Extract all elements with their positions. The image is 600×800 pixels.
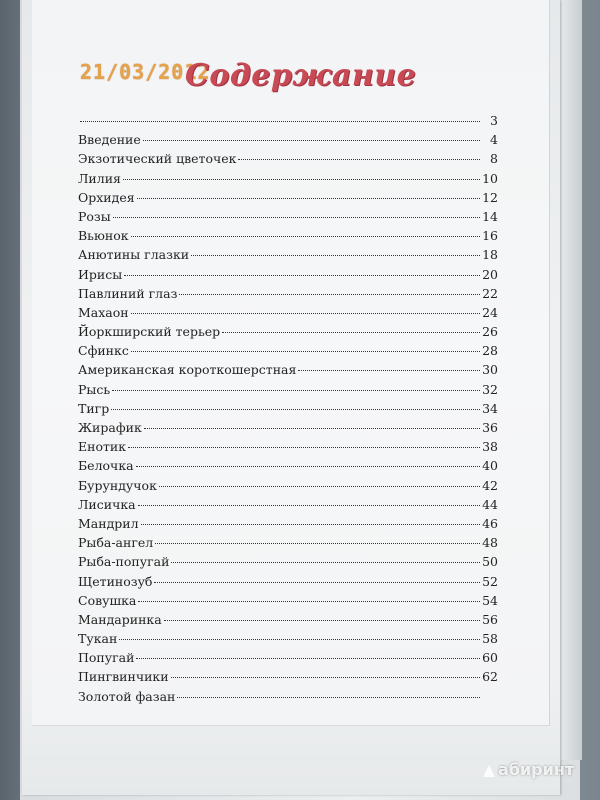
toc-entry-page: 44: [482, 496, 498, 512]
toc-leader-dots: [113, 216, 480, 218]
toc-entry-title: Жирафик: [78, 420, 142, 435]
toc-entry: [78, 667, 498, 686]
toc-entry-page: 26: [482, 324, 498, 340]
toc-entry-page: 4: [490, 132, 498, 148]
toc-entry-title: Рысь: [78, 381, 111, 397]
toc-leader-dots: [131, 312, 480, 314]
toc-entry: [78, 476, 498, 495]
toc-leader-dots: [138, 600, 480, 602]
toc-entry: [78, 169, 498, 188]
toc-entry-page: 48: [482, 535, 498, 551]
toc-entry-title: Вьюнок: [78, 228, 129, 244]
toc-entry-title: Бурундучок: [78, 477, 157, 493]
toc-entry: [78, 456, 498, 475]
toc-entry-title: Йоркширский терьер: [78, 324, 221, 340]
toc-leader-dots: [191, 254, 480, 256]
toc-leader-dots: [159, 485, 480, 487]
toc-entry: [78, 380, 498, 399]
toc-leader-dots: [131, 350, 480, 352]
toc-entry-title: Орхидея: [78, 189, 135, 205]
toc-entry: [78, 552, 498, 571]
toc-leader-dots: [123, 178, 480, 180]
toc-entry: [78, 226, 498, 245]
toc-entry: [78, 399, 498, 418]
toc-entry: [78, 533, 498, 552]
toc-entry: [78, 418, 498, 437]
toc-leader-dots: [155, 542, 480, 544]
toc-entry-title: Лисичка: [78, 496, 136, 512]
toc-leader-dots: [298, 369, 480, 371]
toc-entry-title: Тигр: [78, 400, 110, 416]
toc-entry-title: Белочка: [78, 458, 134, 474]
toc-entry: [78, 284, 498, 303]
toc-entry: [78, 265, 498, 284]
toc-leader-dots: [179, 293, 480, 295]
toc-entry-title: Анютины глазки: [78, 247, 190, 263]
toc-entry-page: 18: [482, 247, 498, 263]
toc-entry: [78, 149, 498, 168]
labirint-logo-icon: [482, 762, 496, 778]
toc-entry-page: 3: [490, 113, 498, 128]
toc-entry-page: 22: [482, 285, 498, 301]
watermark: [482, 760, 574, 779]
toc-leader-dots: [143, 139, 480, 141]
toc-entry-title: Золотой фазан: [78, 688, 176, 704]
toc-entry: [78, 130, 498, 149]
toc-entry-title: Экзотический цветочек: [78, 151, 237, 167]
toc-entry-page: 34: [482, 400, 498, 416]
table-of-contents: [78, 111, 498, 706]
toc-entry-page: 42: [482, 477, 498, 493]
date-stamp: 21/03/2012: [80, 60, 211, 84]
toc-entry-title: Мандаринка: [78, 611, 162, 627]
toc-entry-title: Американская короткошерстная: [78, 362, 297, 378]
page-edge: [560, 0, 582, 760]
toc-leader-dots: [154, 581, 480, 583]
toc-leader-dots: [80, 120, 480, 122]
toc-leader-dots: [144, 427, 480, 429]
toc-entry-title: Тукан: [78, 631, 118, 647]
toc-entry-title: Сфинкс: [78, 343, 129, 359]
toc-leader-dots: [136, 657, 480, 659]
toc-leader-dots: [141, 523, 480, 525]
toc-entry-page: 32: [482, 381, 498, 397]
toc-entry-title: Рыба-ангел: [78, 535, 154, 551]
toc-entry-page: 30: [482, 362, 498, 378]
toc-entry-title: Розы: [78, 208, 111, 224]
toc-entry-page: 8: [490, 151, 498, 167]
toc-entry-title: Введение: [78, 132, 141, 148]
toc-entry: [78, 111, 498, 130]
toc-leader-dots: [128, 446, 480, 448]
toc-entry: [78, 245, 498, 264]
toc-entry-title: Щетинозуб: [78, 573, 153, 589]
toc-entry-page: 38: [482, 439, 498, 455]
toc-entry-title: Лилия: [78, 170, 121, 186]
toc-entry: [78, 188, 498, 207]
toc-leader-dots: [238, 158, 480, 160]
toc-entry: [78, 495, 498, 514]
toc-entry-page: 56: [482, 611, 498, 627]
toc-entry: [78, 437, 498, 456]
toc-leader-dots: [112, 389, 480, 391]
toc-entry-page: 40: [482, 458, 498, 474]
watermark-text: абиринт: [498, 760, 575, 779]
toc-leader-dots: [119, 638, 480, 640]
toc-entry: [78, 629, 498, 648]
toc-leader-dots: [111, 408, 480, 410]
toc-entry: [78, 360, 498, 379]
toc-entry-page: 46: [482, 515, 498, 531]
toc-entry-page: 62: [482, 669, 498, 685]
toc-entry: [78, 572, 498, 591]
toc-leader-dots: [222, 331, 480, 333]
toc-entry-page: 20: [482, 266, 498, 282]
toc-leader-dots: [131, 235, 480, 237]
toc-entry-page: 12: [482, 189, 498, 205]
toc-entry-title: Рыба-попугай: [78, 554, 170, 570]
toc-entry: [78, 687, 498, 706]
toc-entry: [78, 341, 498, 360]
toc-entry-page: 54: [482, 592, 498, 608]
toc-entry-page: 58: [482, 631, 498, 647]
toc-entry: [78, 514, 498, 533]
toc-leader-dots: [164, 619, 480, 621]
toc-entry-title: Совушка: [78, 592, 137, 608]
toc-leader-dots: [138, 504, 480, 506]
toc-leader-dots: [124, 274, 480, 276]
toc-entry-title: Мандрил: [78, 515, 139, 531]
toc-entry-title: Попугай: [78, 650, 135, 666]
toc-entry-title: Павлиний глаз: [78, 285, 178, 301]
toc-entry-page: 52: [482, 573, 498, 589]
page-title: Содержание: [185, 58, 417, 93]
toc-entry-page: 24: [482, 304, 498, 320]
toc-entry: [78, 303, 498, 322]
toc-entry-title: Ирисы: [78, 266, 123, 282]
toc-entry-page: 50: [482, 554, 498, 570]
toc-entry-title: Пингвинчики: [78, 669, 169, 685]
toc-leader-dots: [171, 561, 480, 563]
toc-entry-title: Енотик: [78, 439, 127, 455]
toc-leader-dots: [177, 696, 480, 698]
toc-leader-dots: [171, 676, 480, 678]
toc-leader-dots: [137, 197, 480, 199]
toc-entry: [78, 591, 498, 610]
toc-entry-page: 14: [482, 208, 498, 224]
toc-entry: [78, 207, 498, 226]
toc-entry-title: Махаон: [78, 304, 129, 320]
toc-entry-page: 16: [482, 228, 498, 244]
toc-entry-page: 10: [482, 170, 498, 186]
toc-entry-page: 60: [482, 650, 498, 666]
toc-entry: [78, 648, 498, 667]
toc-entry: [78, 322, 498, 341]
toc-entry-page: 28: [482, 343, 498, 359]
toc-entry: [78, 610, 498, 629]
toc-entry-page: 36: [482, 420, 498, 435]
toc-leader-dots: [136, 465, 480, 467]
